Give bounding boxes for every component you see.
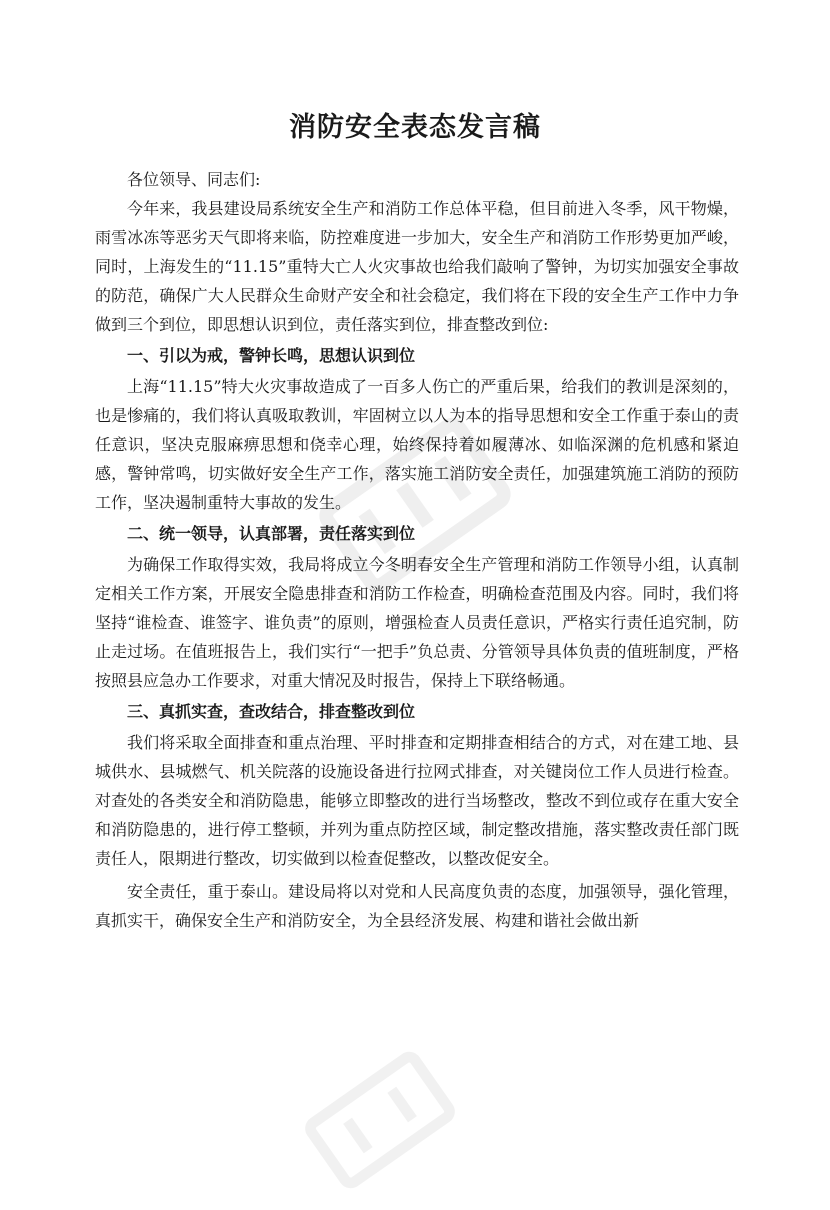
- section-paragraph: 上海“11.15”特大火灾事故造成了一百多人伤亡的严重后果，给我们的教训是深刻的，也是惨痛的，我们将认真吸取教训，牢固树立以人为本的指导思想和安全工作重于泰山的责任意识，坚决克服麻痹思想和侥幸心理，始终保持着如履薄冰、如临深渊的危机感和紧迫感，警钟常鸣，切实做好安全生产工作，落实施工消防安全责任，加强建筑施工消防的预防工作，坚决遏制重特大事故的发生。: [95, 377, 739, 512]
- section-heading: 二、统一领导，认真部署，责任落实到位: [127, 524, 416, 543]
- section-heading: 一、引以为戒，警钟长鸣，思想认识到位: [127, 346, 416, 365]
- section-paragraph: 为确保工作取得实效，我局将成立今冬明春安全生产管理和消防工作领导小组，认真制定相关工作方案，开展安全隐患排查和消防工作检查，明确检查范围及内容。同时，我们将坚持“谁检查、谁签字、谁负责”的原则，增强检查人员责任意识，严格实行责任追究制，防止走过场。在值班报告上，我们实行“一把手”负总责、分管领导具体负责的值班制度，严格按照县应急办工作要求，对重大情况及时报告，保持上下联络畅通。: [95, 555, 739, 690]
- section-paragraph: 我们将采取全面排查和重点治理、平时排查和定期排查相结合的方式，对在建工地、县城供水、县城燃气、机关院落的设施设备进行拉网式排查，对关键岗位工作人员进行检查。对查处的各类安全和消防隐患，能够立即整改的进行当场整改，整改不到位或存在重大安全和消防隐患的，进行停工整顿，并列为重点防控区域，制定整改措施，落实整改责任部门既责任人，限期进行整改，切实做到以检查促整改，以整改促安全。: [95, 733, 739, 868]
- intro-paragraph: 今年来，我县建设局系统安全生产和消防工作总体平稳，但目前进入冬季，风干物燥，雨雪冰冻等恶劣天气即将来临，防控难度进一步加大，安全生产和消防工作形势更加严峻，同时，上海发生的“11.15”重特大亡人火灾事故也给我们敲响了警钟，为切实加强安全事故的防范，确保广大人民群众生命财产安全和社会稳定，我们将在下段的安全生产工作中力争做到三个到位，即思想认识到位，责任落实到位，排查整改到位:: [95, 199, 739, 334]
- closing-paragraph: 安全责任，重于泰山。建设局将以对党和人民高度负责的态度，加强领导，强化管理，真抓实干，确保安全生产和消防安全，为全县经济发展、构建和谐社会做出新: [95, 882, 739, 930]
- salutation: 各位领导、同志们:: [127, 170, 261, 189]
- document-title: 消防安全表态发言稿: [289, 112, 541, 143]
- section-heading: 三、真抓实查，查改结合，排查整改到位: [127, 702, 416, 721]
- document-body: [95, 165, 739, 935]
- watermark-icon: [290, 1030, 470, 1210]
